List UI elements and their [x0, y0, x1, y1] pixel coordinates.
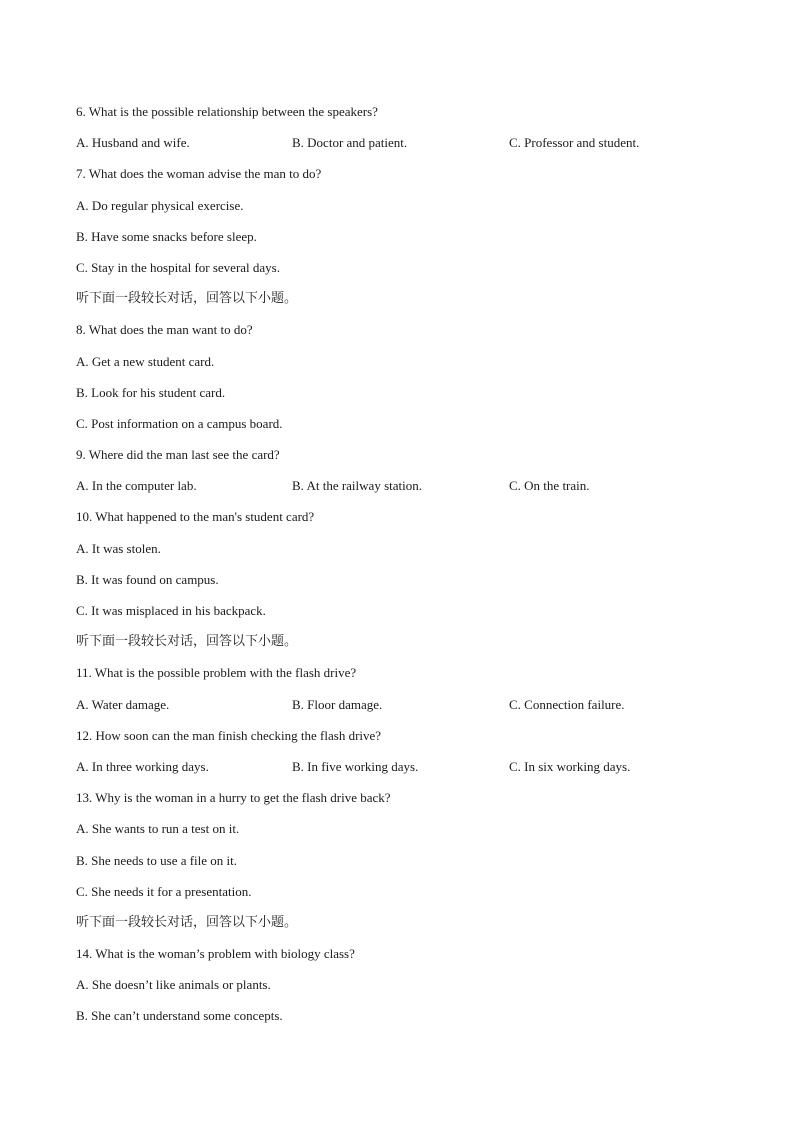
option-b: B. It was found on campus.: [76, 571, 219, 587]
option-c: C. It was misplaced in his backpack.: [76, 603, 266, 618]
question-12: 12. How soon can the man finish checking the flash drive?: [76, 727, 382, 743]
question-13: 13. Why is the woman in a hurry to get the flash drive back?: [76, 790, 391, 806]
question-9: 9. Where did the man last see the card?: [76, 447, 280, 463]
option-a: A. She wants to run a test on it.: [76, 821, 240, 837]
option-a: A. Husband and wife.: [76, 135, 190, 151]
document-page: [76, 101, 756, 1037]
option-a: A. Get a new student card.: [76, 353, 215, 369]
option-a: A. In three working days.: [76, 758, 209, 774]
option-a: A. It was stolen.: [76, 540, 161, 556]
question-8: 8. What does the man want to do?: [76, 322, 253, 338]
options-row-11: [76, 694, 756, 725]
question-7: 7. What does the woman advise the man to do?: [76, 166, 322, 182]
option-c: C. Connection failure.: [509, 696, 625, 712]
section-instruction: 听下面一段较长对话，回答以下小题。: [76, 291, 298, 307]
option-b: B. Floor damage.: [292, 696, 383, 712]
option-c: C. Professor and student.: [509, 135, 640, 151]
option-b: B. Look for his student card.: [76, 384, 226, 400]
options-row-9: [76, 475, 756, 506]
section-instruction: 听下面一段较长对话，回答以下小题。: [76, 634, 298, 650]
option-b: B. She needs to use a file on it.: [76, 852, 238, 868]
option-b: B. Doctor and patient.: [292, 135, 408, 151]
option-b: B. Have some snacks before sleep.: [76, 228, 257, 244]
question-10: 10. What happened to the man's student card?: [76, 509, 315, 525]
question-14: 14. What is the woman’s problem with biology class?: [76, 946, 355, 962]
option-a: A. Water damage.: [76, 696, 170, 712]
option-a: A. She doesn’t like animals or plants.: [76, 977, 271, 993]
option-c: C. She needs it for a presentation.: [76, 883, 252, 899]
question-11: 11. What is the possible problem with the flash drive?: [76, 665, 357, 681]
question-6: 6. What is the possible relationship between the speakers?: [76, 104, 378, 119]
options-row-6: [76, 132, 756, 163]
option-a: A. Do regular physical exercise.: [76, 197, 244, 213]
option-c: C. On the train.: [509, 478, 590, 494]
option-b: B. At the railway station.: [292, 478, 422, 494]
option-c: C. Post information on a campus board.: [76, 415, 283, 431]
option-a: A. In the computer lab.: [76, 478, 197, 494]
option-c: C. In six working days.: [509, 758, 631, 774]
option-b: B. In five working days.: [292, 758, 419, 774]
section-instruction: 听下面一段较长对话，回答以下小题。: [76, 914, 298, 930]
options-row-12: [76, 756, 756, 787]
option-c: C. Stay in the hospital for several days.: [76, 259, 280, 275]
option-b: B. She can’t understand some concepts.: [76, 1008, 283, 1024]
